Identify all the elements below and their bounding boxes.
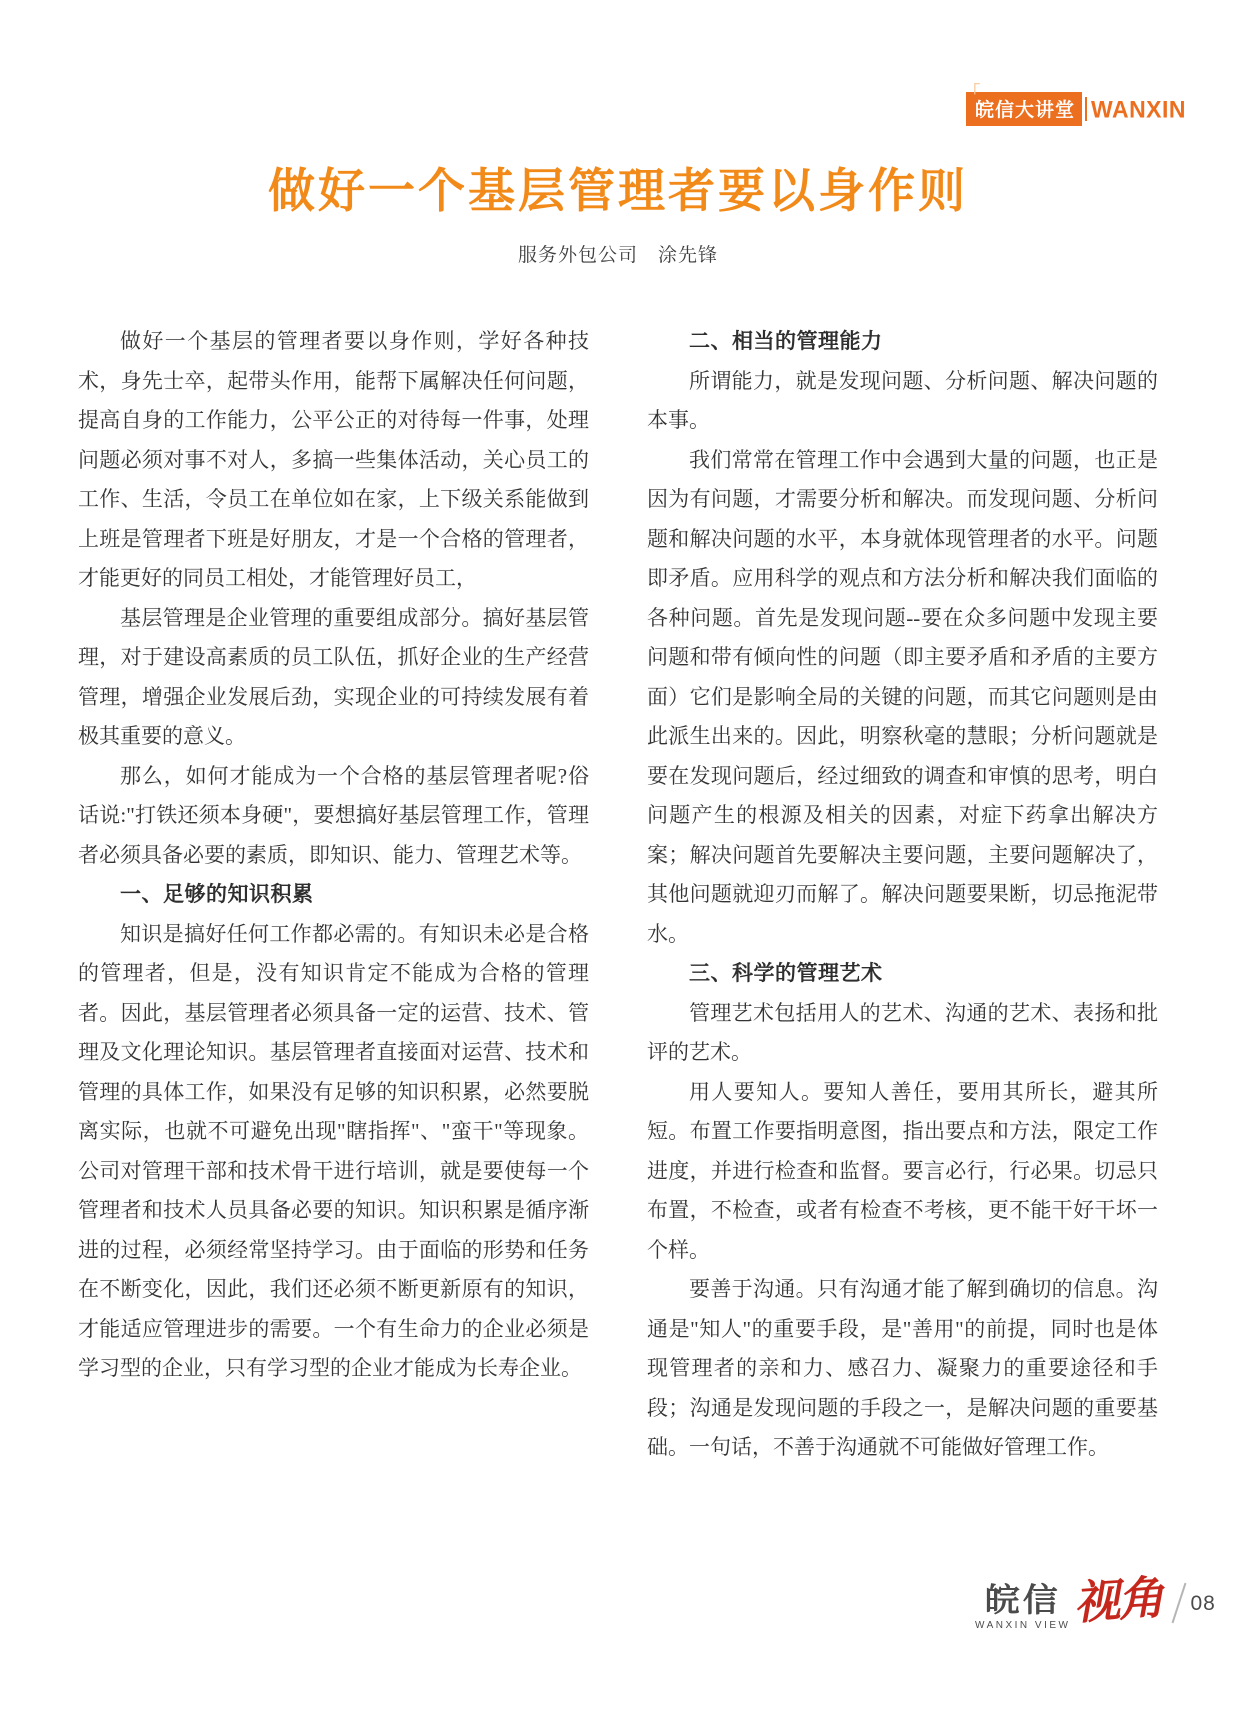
paragraph: 做好一个基层的管理者要以身作则，学好各种技术，身先士卒，起带头作用，能帮下属解决任何问题，提高自身的工作能力，公平公正的对待每一件事，处理问题必须对事不对人，多搞一些集体活动，关心员工的工作、生活，令员工在单位如在家，上下级关系能做到上班是管理者下班是好朋友，才是一个合格的管理者，才能更好的同员工相处，才能管理好员工， [78,329,589,590]
paragraph: 要善于沟通。只有沟通才能了解到确切的信息。沟通是"知人"的重要手段，是"善用"的前提，同时也是体现管理者的亲和力、感召力、凝聚力的重要途径和手段；沟通是发现问题的手段之一，是解决问题的重要基础。一句话，不善于沟通就不可能做好管理工作。 [647,1277,1158,1459]
slash-divider [1172,1583,1187,1624]
footer-logo [975,1571,1216,1631]
paragraph: 知识是搞好任何工作都必需的。有知识未必是合格的管理者，但是，没有知识肯定不能成为合格的管理者。因此，基层管理者必须具备一定的运营、技术、管理及文化理论知识。基层管理者直接面对运营、技术和管理的具体工作，如果没有足够的知识积累，必然要脱离实际，也就不可避免出现"瞎指挥"、"蛮干"等现象。公司对管理干部和技术骨干进行培训，就是要使每一个管理者和技术人员具备必要的知识。知识积累是循序渐进的过程，必须经常坚持学习。由于面临的形势和任务在不断变化，因此，我们还必须不断更新原有的知识，才能适应管理进步的需要。一个有生命力的企业必须是学习型的企业，只有学习型的企业才能成为长寿企业。 [78,921,589,1380]
logo-wanxin [975,1584,1070,1631]
paragraph: 基层管理是企业管理的重要组成部分。搞好基层管理，对于建设高素质的员工队伍，抓好企业的生产经营管理，增强企业发展后劲，实现企业的可持续发展有着极其重要的意义。 [78,605,589,748]
section-badge [964,84,1187,126]
paragraph: 所谓能力，就是发现问题、分析问题、解决问题的本事。 [647,368,1158,432]
left-column [78,322,589,1468]
section-heading-2: 二、相当的管理能力 [689,330,883,353]
article-body [78,322,1158,1468]
section-heading-3: 三、科学的管理艺术 [689,962,883,985]
section-heading-1: 一、足够的知识积累 [120,883,314,906]
article-title: 做好一个基层管理者要以身作则 [268,164,968,217]
page-number: 08 [1190,1592,1216,1615]
logo-wanxin-sub: WANXIN VIEW [975,1620,1071,1631]
logo-wanxin-cn: 皖信 [984,1582,1061,1619]
logo-shijiao-red: 视角 [1072,1571,1165,1630]
paragraph: 我们常常在管理工作中会遇到大量的问题，也正是因为有问题，才需要分析和解决。而发现问题、分析问题和解决问题的水平，本身就体现管理者的水平。问题即矛盾。应用科学的观点和方法分析和解决我们面临的各种问题。首先是发现问题--要在众多问题中发现主要问题和带有倾向性的问题（即主要矛盾和矛盾的主要方面）它们是影响全局的关键的问题，而其它问题则是由此派生出来的。因此，明察秋毫的慧眼；分析问题就是要在发现问题后，经过细致的调查和审慎的思考，明白问题产生的根源及相关的因素，对症下药拿出解决方案；解决问题首先要解决主要问题，主要问题解决了，其他问题就迎刃而解了。解决问题要果断，切忌拖泥带水。 [647,447,1158,946]
right-column [647,322,1158,1468]
quote-corner-icon: 「 [964,84,981,101]
brand-wordmark: WANXIN [1091,94,1187,123]
paragraph: 管理艺术包括用人的艺术、沟通的艺术、表扬和批评的艺术。 [647,1000,1158,1064]
paragraph: 那么，如何才能成为一个合格的基层管理者呢?俗话说:"打铁还须本身硬"，要想搞好基层管理工作，管理者必须具备必要的素质，即知识、能力、管理艺术等。 [78,763,589,867]
badge-divider [1085,97,1087,121]
article-byline: 服务外包公司 涂先锋 [517,245,718,266]
paragraph: 用人要知人。要知人善任，要用其所长，避其所短。布置工作要指明意图，指出要点和方法，限定工作进度，并进行检查和监督。要言必行，行必果。切忌只布置，不检查，或者有检查不考核，更不能干好干坏一个样。 [647,1079,1158,1262]
section-badge-label: 皖信大讲堂 [966,92,1082,126]
